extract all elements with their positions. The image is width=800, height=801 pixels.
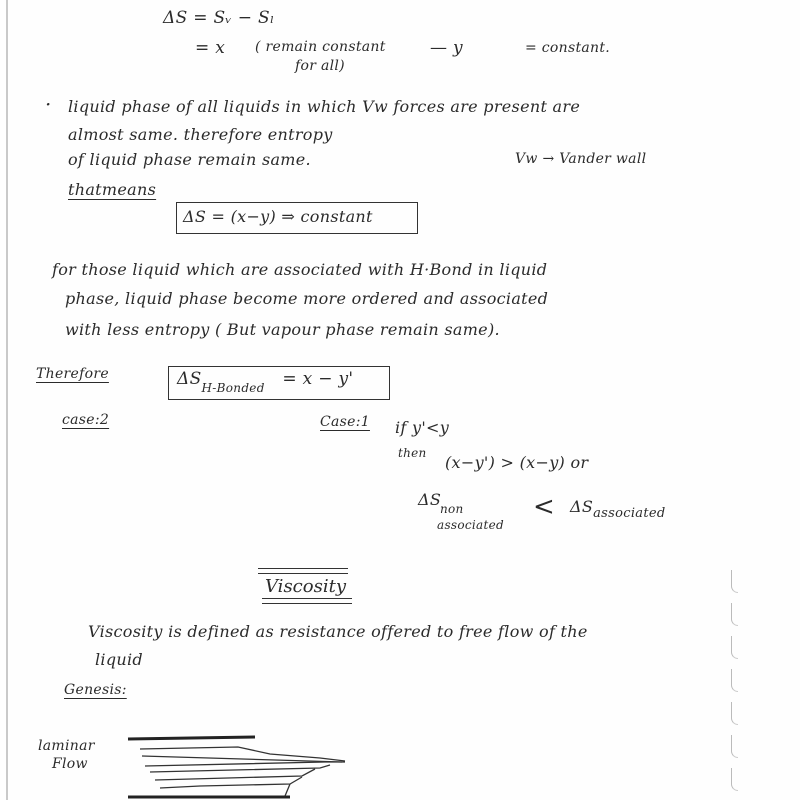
boxed-equation-frame [176, 202, 418, 234]
case2-label: case:2 [62, 412, 110, 428]
vanderwaals-side-note: Vw → Vander wall [515, 151, 647, 167]
therefore-label: Therefore [36, 366, 109, 382]
case1-then: then [398, 446, 427, 460]
boxed-equation: ΔS = (x−y) ⇒ constant [183, 207, 373, 226]
bullet-point: · [45, 92, 52, 116]
margin-tick [731, 603, 738, 626]
comparison-left [418, 490, 441, 509]
that-means-label: thatmeans [68, 180, 157, 199]
entropy-equation-note-b: for all) [295, 58, 345, 74]
entropy-equation-line2-prefix: = x [195, 38, 226, 58]
comparison-left-sub1: non [440, 502, 464, 516]
case1-label: Case:1 [320, 414, 370, 430]
hbond-equation-rhs: = x − y' [282, 369, 354, 389]
margin-tick [731, 768, 738, 791]
margin-tick [731, 669, 738, 692]
title-overline [258, 568, 348, 574]
laminar-label-line1: laminar [38, 738, 95, 754]
comparison-left-sub2: associated [437, 518, 505, 532]
hbond-equation-subscript: H-Bonded [201, 381, 265, 395]
comparison-right-subscript: associated [593, 506, 666, 521]
paragraph2-line2: phase, liquid phase become more ordered and associated [65, 289, 549, 308]
paragraph1-line1: liquid phase of all liquids in which Vw forces are present are [68, 97, 581, 116]
paragraph1-line3: of liquid phase remain same. [68, 150, 311, 169]
case1-inequality: (x−y') > (x−y) or [445, 453, 589, 472]
paragraph2-line1: for those liquid which are associated with H·Bond in liquid [52, 260, 548, 279]
viscosity-definition-line1: Viscosity is defined as resistance offered to free flow of the [88, 622, 588, 641]
entropy-equation-line2-suffix: — y [430, 38, 463, 58]
comparison-right [570, 497, 666, 521]
case1-condition: if y'<y [395, 418, 450, 437]
margin-tick [731, 636, 738, 659]
comparison-left-delta: ΔS [418, 490, 442, 509]
entropy-equation-note: ( remain constant [255, 39, 386, 55]
hbond-equation-delta: ΔS [177, 369, 202, 389]
margin-tick-marks [731, 570, 745, 801]
margin-line [6, 0, 8, 800]
entropy-equation-line2-end: = constant. [525, 40, 611, 56]
margin-tick [731, 735, 738, 758]
genesis-label: Genesis: [64, 682, 127, 698]
margin-tick [731, 702, 738, 725]
margin-tick [731, 570, 738, 593]
laminar-label-line2: Flow [52, 756, 88, 772]
paragraph2-line3: with less entropy ( But vapour phase remain same). [65, 320, 500, 339]
viscosity-definition-line2: liquid [95, 650, 143, 669]
comparison-right-delta: ΔS [570, 497, 594, 516]
comparison-operator: < [533, 492, 556, 522]
paragraph1-line2: almost same. therefore entropy [68, 125, 333, 144]
hbond-equation-frame [168, 366, 390, 400]
laminar-flow-diagram [120, 725, 360, 800]
hbond-equation [177, 369, 354, 395]
title-underline [262, 598, 352, 604]
viscosity-title: Viscosity [265, 576, 346, 597]
entropy-equation-line1: ΔS = Sᵥ − Sₗ [163, 8, 275, 28]
